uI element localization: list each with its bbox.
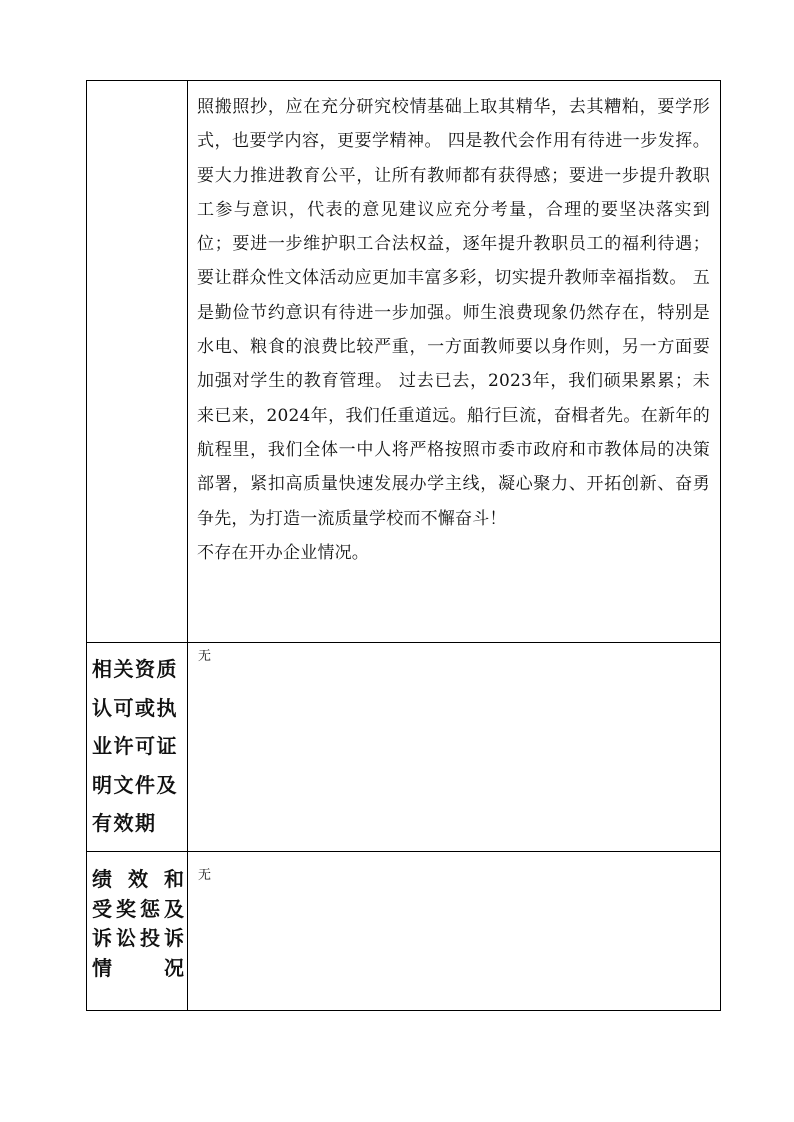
intro-paragraph-enterprise: 不存在开办企业情况。 bbox=[197, 542, 369, 563]
performance-label-cell bbox=[87, 852, 188, 1011]
performance-label-char: 投 bbox=[140, 926, 160, 950]
performance-value-cell bbox=[188, 852, 721, 1011]
performance-label-char: 惩 bbox=[140, 896, 160, 921]
intro-content-cell bbox=[188, 81, 721, 643]
label-cell-empty bbox=[87, 81, 188, 643]
table-row-performance bbox=[87, 852, 721, 1011]
performance-value: 无 bbox=[198, 868, 212, 883]
performance-label-char: 效 bbox=[128, 867, 148, 891]
performance-label-char: 况 bbox=[164, 955, 184, 980]
qualification-value: 无 bbox=[198, 649, 212, 664]
intro-paragraph-main: 照搬照抄，应在充分研究校情基础上取其精华，去其糟粕，要学形式，也要学内容，更要学精神。 四是教代会作用有待进一步发挥。要大力推进教育公平，让所有教师都有获得感；要进一步提升教职工参与意识，代表的意见建议应充分考量，合理的要坚决落实到位；要进一步维护职工合法权益，逐年提升教职员工的福利待遇；要让群众性文体活动应更加丰富多彩，切实提升教师幸福指数。 五是勤俭节约意识有待进一步加强。师生浪费现象仍然存在，特别是水电、粮食的浪费比较严重，一方面教师要以身作则，另一方面要加强对学生的教育管理。 过去已去，2023年，我们硕果累累；未来已来，2024年，我们任重道远。船行巨流，奋楫者先。在新年的航程里，我们全体一中人将严格按照市委市政府和市教体局的决策部署，紧扣高质量快速发展办学主线，凝心聚力、开拓创新、奋勇争先，为打造一流质量学校而不懈奋斗！ bbox=[197, 97, 710, 529]
performance-label bbox=[92, 865, 184, 983]
performance-label-line-2 bbox=[92, 895, 184, 925]
performance-label-char: 讼 bbox=[116, 926, 136, 950]
performance-label-char: 奖 bbox=[116, 896, 136, 921]
performance-label-char: 及 bbox=[164, 896, 184, 921]
performance-label-line-4 bbox=[92, 954, 184, 984]
performance-label-char: 和 bbox=[164, 867, 184, 891]
performance-label-char: 受 bbox=[92, 896, 112, 921]
performance-label-char: 情 bbox=[92, 955, 112, 980]
performance-label-char: 诉 bbox=[92, 926, 112, 950]
performance-label-line-1 bbox=[92, 865, 184, 895]
performance-label-char: 绩 bbox=[92, 867, 112, 891]
qualification-label-cell bbox=[87, 643, 188, 852]
table-row-qualification bbox=[87, 643, 721, 852]
performance-label-char: 诉 bbox=[164, 926, 184, 950]
table-row-intro bbox=[87, 81, 721, 643]
qualification-value-cell bbox=[188, 643, 721, 852]
qualification-label: 相关资质认可或执业许可证明文件及有效期 bbox=[92, 657, 178, 835]
info-form-table bbox=[86, 80, 721, 1011]
intro-text bbox=[197, 90, 710, 570]
performance-label-line-3 bbox=[92, 924, 184, 954]
